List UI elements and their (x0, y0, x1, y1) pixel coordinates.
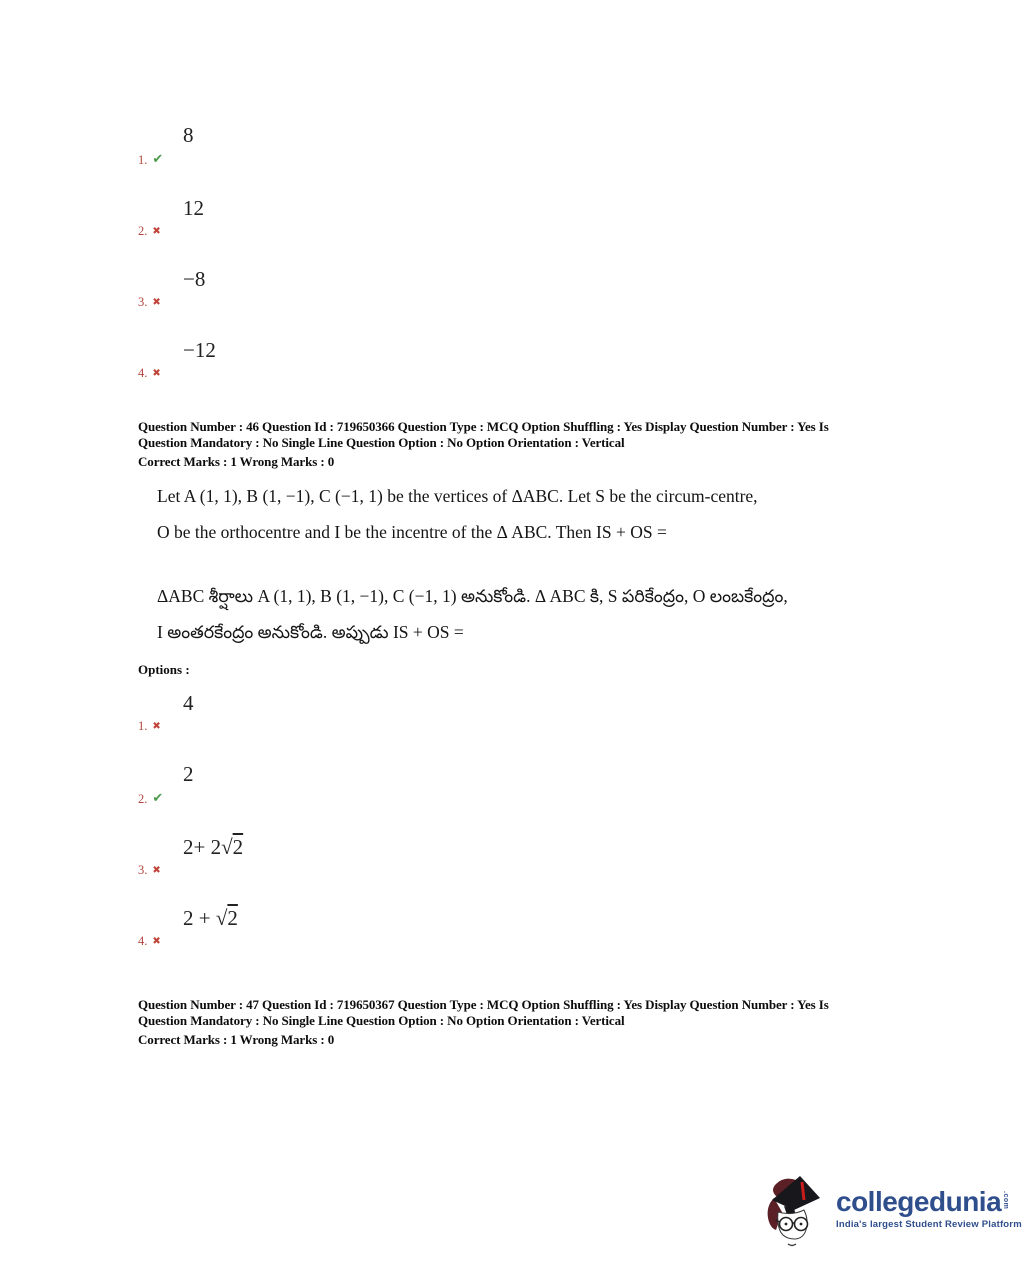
collegedunia-wordmark: collegedunia (836, 1186, 1002, 1217)
question46-telugu-line2: I అంతరకేంద్రం అనుకోండి. అప్పుడు IS + OS = (157, 622, 464, 642)
collegedunia-tagline: India's largest Student Review Platform (836, 1219, 1022, 1230)
option-value: 4 (183, 691, 194, 715)
option-number: 4. (138, 934, 148, 948)
option-value: 8 (183, 123, 194, 147)
marks-line: Correct Marks : 1 Wrong Marks : 0 (138, 1031, 335, 1047)
option-row (138, 834, 243, 878)
wrong-cross-icon: ✖ (152, 936, 161, 947)
option-value: 12 (183, 196, 204, 220)
option-label (138, 151, 216, 168)
wrong-cross-icon: ✖ (152, 865, 161, 876)
option-label (138, 790, 243, 807)
option-number: 1. (138, 719, 148, 733)
question46-english-line2: O be the orthocentre and I be the incentre of the Δ ABC. Then IS + OS = (157, 522, 667, 542)
option-label (138, 934, 243, 949)
wrong-cross-icon: ✖ (152, 721, 161, 732)
correct-check-icon: ✔ (152, 790, 164, 805)
metadata-line: Question Mandatory : No Single Line Question Option : No Option Orientation : Vertical (138, 1012, 625, 1028)
wrong-cross-icon: ✖ (152, 297, 161, 308)
option-label (138, 863, 243, 878)
option-row (138, 905, 243, 949)
option-number: 1. (138, 153, 148, 167)
question46-options (138, 690, 243, 976)
metadata-line: Question Mandatory : No Single Line Question Option : No Option Orientation : Vertical (138, 434, 625, 450)
options-label: Options : (138, 662, 190, 677)
metadata-line: Question Number : 47 Question Id : 719650367 Question Type : MCQ Option Shuffling : Yes Display Question Number : Yes Is (138, 997, 829, 1012)
question47-metadata (138, 997, 829, 1047)
option-label (138, 295, 216, 310)
option-row (138, 690, 243, 734)
wrong-cross-icon: ✖ (152, 226, 161, 237)
option-row (138, 122, 216, 168)
metadata-line: Question Number : 46 Question Id : 719650366 Question Type : MCQ Option Shuffling : Yes Display Question Number : Yes Is (138, 419, 829, 434)
option-row (138, 761, 243, 807)
correct-check-icon: ✔ (152, 151, 164, 166)
question46-telugu-line1: ΔABC శీర్షాలు A (1, 1), B (1, −1), C (−1, 1) అనుకోండి. Δ ABC కి, S పరికేంద్రం, O లంబకేంద్రం, (157, 586, 788, 606)
option-row (138, 195, 216, 239)
option-value: 2 + √2 (183, 906, 238, 930)
wrong-cross-icon: ✖ (152, 368, 161, 379)
option-number: 3. (138, 863, 148, 877)
collegedunia-mascot-icon (762, 1172, 830, 1255)
collegedunia-tld: .com (1002, 1191, 1010, 1210)
option-number: 2. (138, 792, 148, 806)
option-label (138, 719, 243, 734)
option-number: 2. (138, 224, 148, 238)
question46-metadata (138, 419, 829, 469)
option-value: −12 (183, 338, 216, 362)
option-value: −8 (183, 267, 206, 291)
option-number: 3. (138, 295, 148, 309)
question46-english-line1: Let A (1, 1), B (1, −1), C (−1, 1) be the vertices of ΔABC. Let S be the circum-centre, (157, 486, 758, 506)
marks-line: Correct Marks : 1 Wrong Marks : 0 (138, 453, 335, 469)
option-number: 4. (138, 366, 148, 380)
prev-question-options (138, 122, 216, 408)
option-label (138, 224, 216, 239)
option-label (138, 366, 216, 381)
option-value: 2 (183, 762, 194, 786)
option-row (138, 266, 216, 310)
collegedunia-logo (762, 1172, 1022, 1255)
option-row (138, 337, 216, 381)
option-value: 2+ 2√2 (183, 835, 244, 859)
